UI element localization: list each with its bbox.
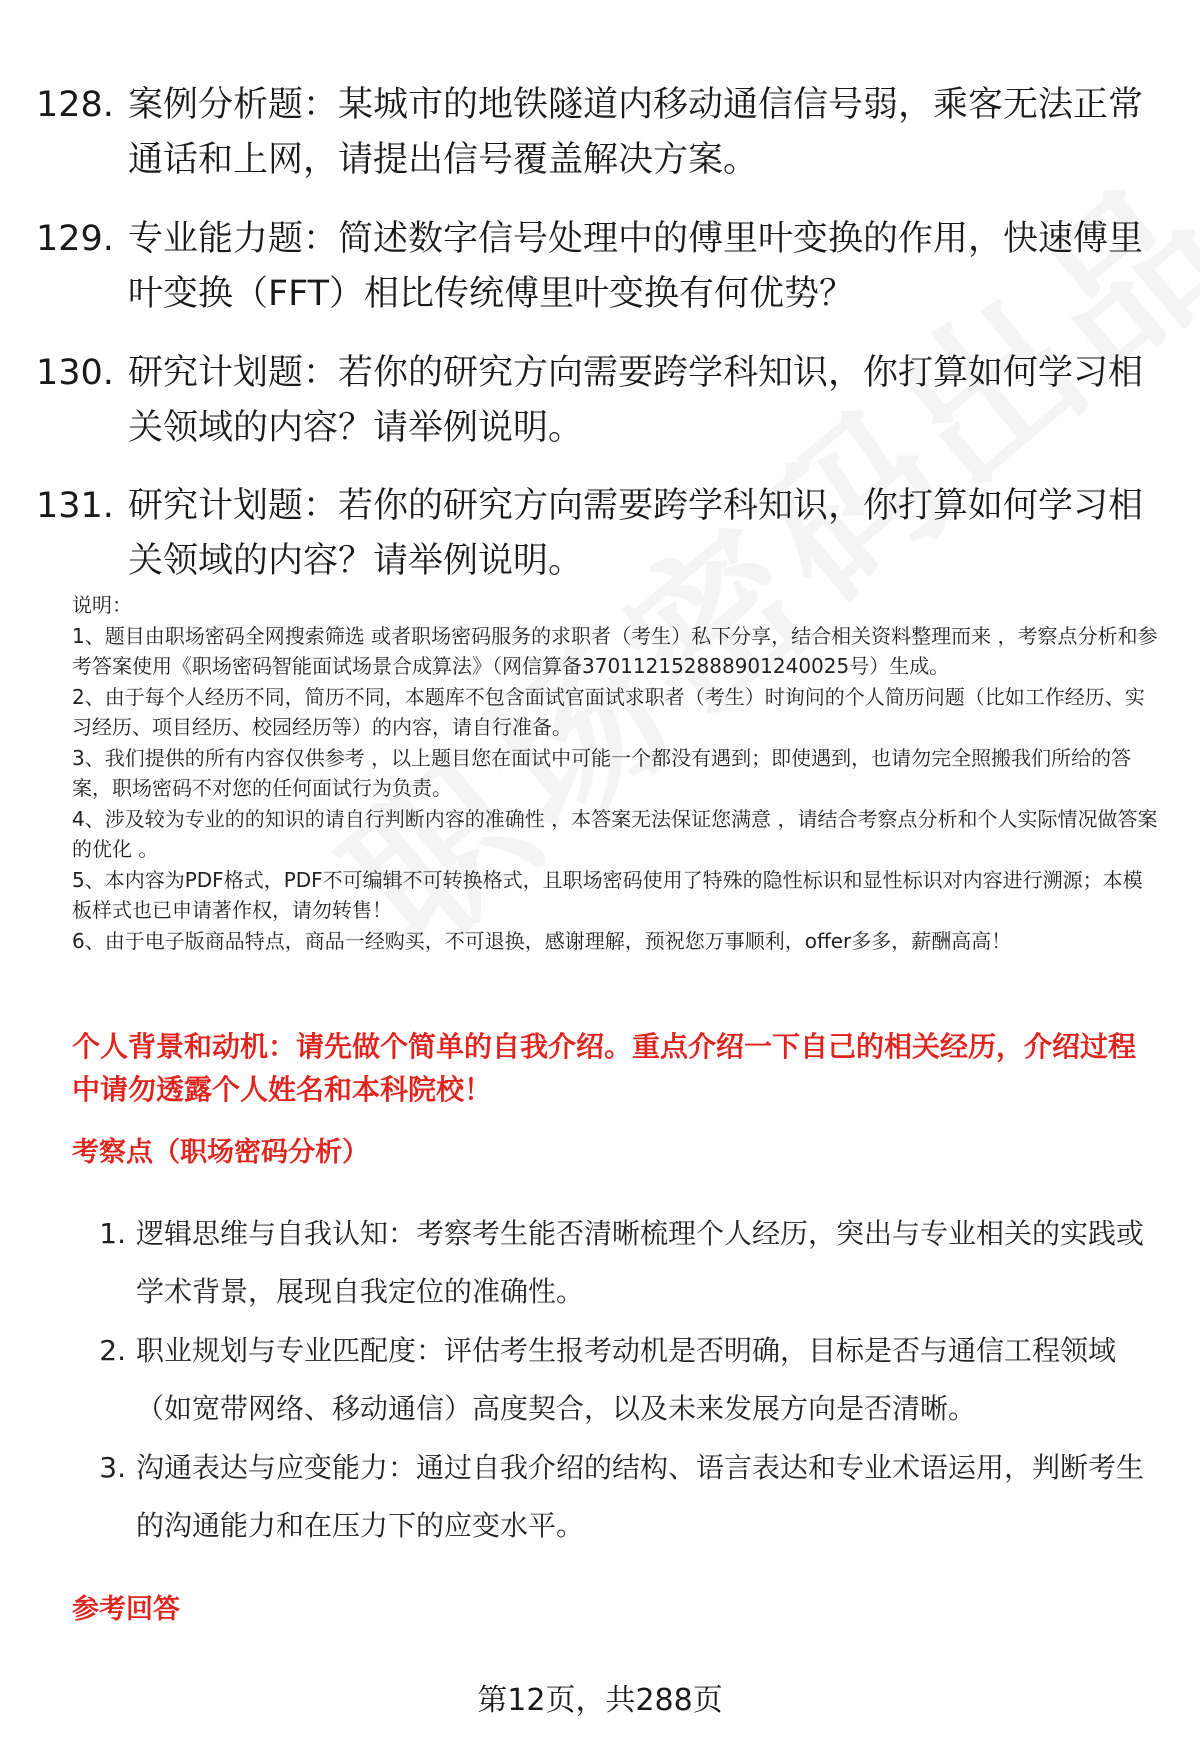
question-text: 研究计划题：若你的研究方向需要跨学科知识，你打算如何学习相关领域的内容？请举例说明。: [128, 353, 1144, 448]
page-footer: 第12页，共288页: [477, 1683, 723, 1718]
question-131: [36, 479, 1166, 589]
question-number: 131.: [36, 486, 114, 526]
note-item: 2、由于每个人经历不同，简历不同，本题库不包含面试官面试求职者（考生）时询问的个人简历问题（比如工作经历、实习经历、项目经历、校园经历等）的内容，请自行准备。: [72, 684, 1145, 739]
list-item-number: 2.: [99, 1334, 126, 1367]
notes-title: 说明：: [72, 593, 132, 617]
list-item-number: 3.: [99, 1451, 126, 1484]
list-item: [76, 1439, 1166, 1555]
question-number: 130.: [36, 353, 114, 393]
key-points-list: [76, 1205, 1166, 1556]
question-128: [36, 78, 1166, 188]
question-number: 129.: [36, 219, 114, 259]
list-item-text: 职业规划与专业匹配度：评估考生报考动机是否明确，目标是否与通信工程领域（如宽带网络、移动通信）高度契合，以及未来发展方向是否清晰。: [136, 1334, 1117, 1425]
note-item: 5、本内容为PDF格式，PDF不可编辑不可转换格式，且职场密码使用了特殊的隐性标识和显性标识对内容进行溯源；本模板样式也已申请著作权，请勿转售！: [72, 867, 1143, 922]
question-text: 案例分析题：某城市的地铁隧道内移动通信信号弱，乘客无法正常通话和上网，请提出信号覆盖解决方案。: [128, 85, 1144, 180]
list-item: [76, 1205, 1166, 1321]
note-item: 1、题目由职场密码全网搜索筛选 或者职场密码服务的求职者（考生）私下分享，结合相关资料整理而来 ，考察点分析和参考答案使用《职场密码智能面试场景合成算法》（网信算备370112152888901240025号）生成。: [72, 623, 1158, 678]
list-item-text: 逻辑思维与自我认知：考察考生能否清晰梳理个人经历，突出与专业相关的实践或学术背景，展现自我定位的准确性。: [136, 1217, 1145, 1308]
question-number: 128.: [36, 85, 114, 125]
note-item: 6、由于电子版商品特点，商品一经购买，不可退换，感谢理解，预祝您万事顺利，offer多多，薪酬高高！: [72, 928, 1012, 953]
background-question-heading: 个人背景和动机：请先做个简单的自我介绍。重点介绍一下自己的相关经历，介绍过程中请勿透露个人姓名和本科院校！: [72, 1030, 1137, 1106]
reference-answer-heading: 参考回答: [72, 1594, 180, 1625]
question-129: [36, 212, 1166, 322]
question-130: [36, 346, 1166, 456]
list-item-text: 沟通表达与应变能力：通过自我介绍的结构、语言表达和专业术语运用，判断考生的沟通能力和在压力下的应变水平。: [136, 1451, 1145, 1542]
note-item: 3、我们提供的所有内容仅供参考 ，以上题目您在面试中可能一个都没有遇到；即使遇到，也请勿完全照搬我们所给的答案，职场密码不对您的任何面试行为负责。: [72, 745, 1132, 800]
key-points-heading: 考察点（职场密码分析）: [72, 1137, 369, 1168]
question-text: 专业能力题：简述数字信号处理中的傅里叶变换的作用，快速傅里叶变换（FFT）相比传统傅里叶变换有何优势？: [128, 219, 1144, 314]
list-item-number: 1.: [99, 1217, 126, 1250]
notes-section: [72, 590, 1162, 956]
note-item: 4、涉及较为专业的的知识的请自行判断内容的准确性 ，本答案无法保证您满意 ，请结合考察点分析和个人实际情况做答案的优化 。: [72, 806, 1158, 861]
question-text: 研究计划题：若你的研究方向需要跨学科知识，你打算如何学习相关领域的内容？请举例说明。: [128, 486, 1144, 581]
list-item: [76, 1322, 1166, 1438]
